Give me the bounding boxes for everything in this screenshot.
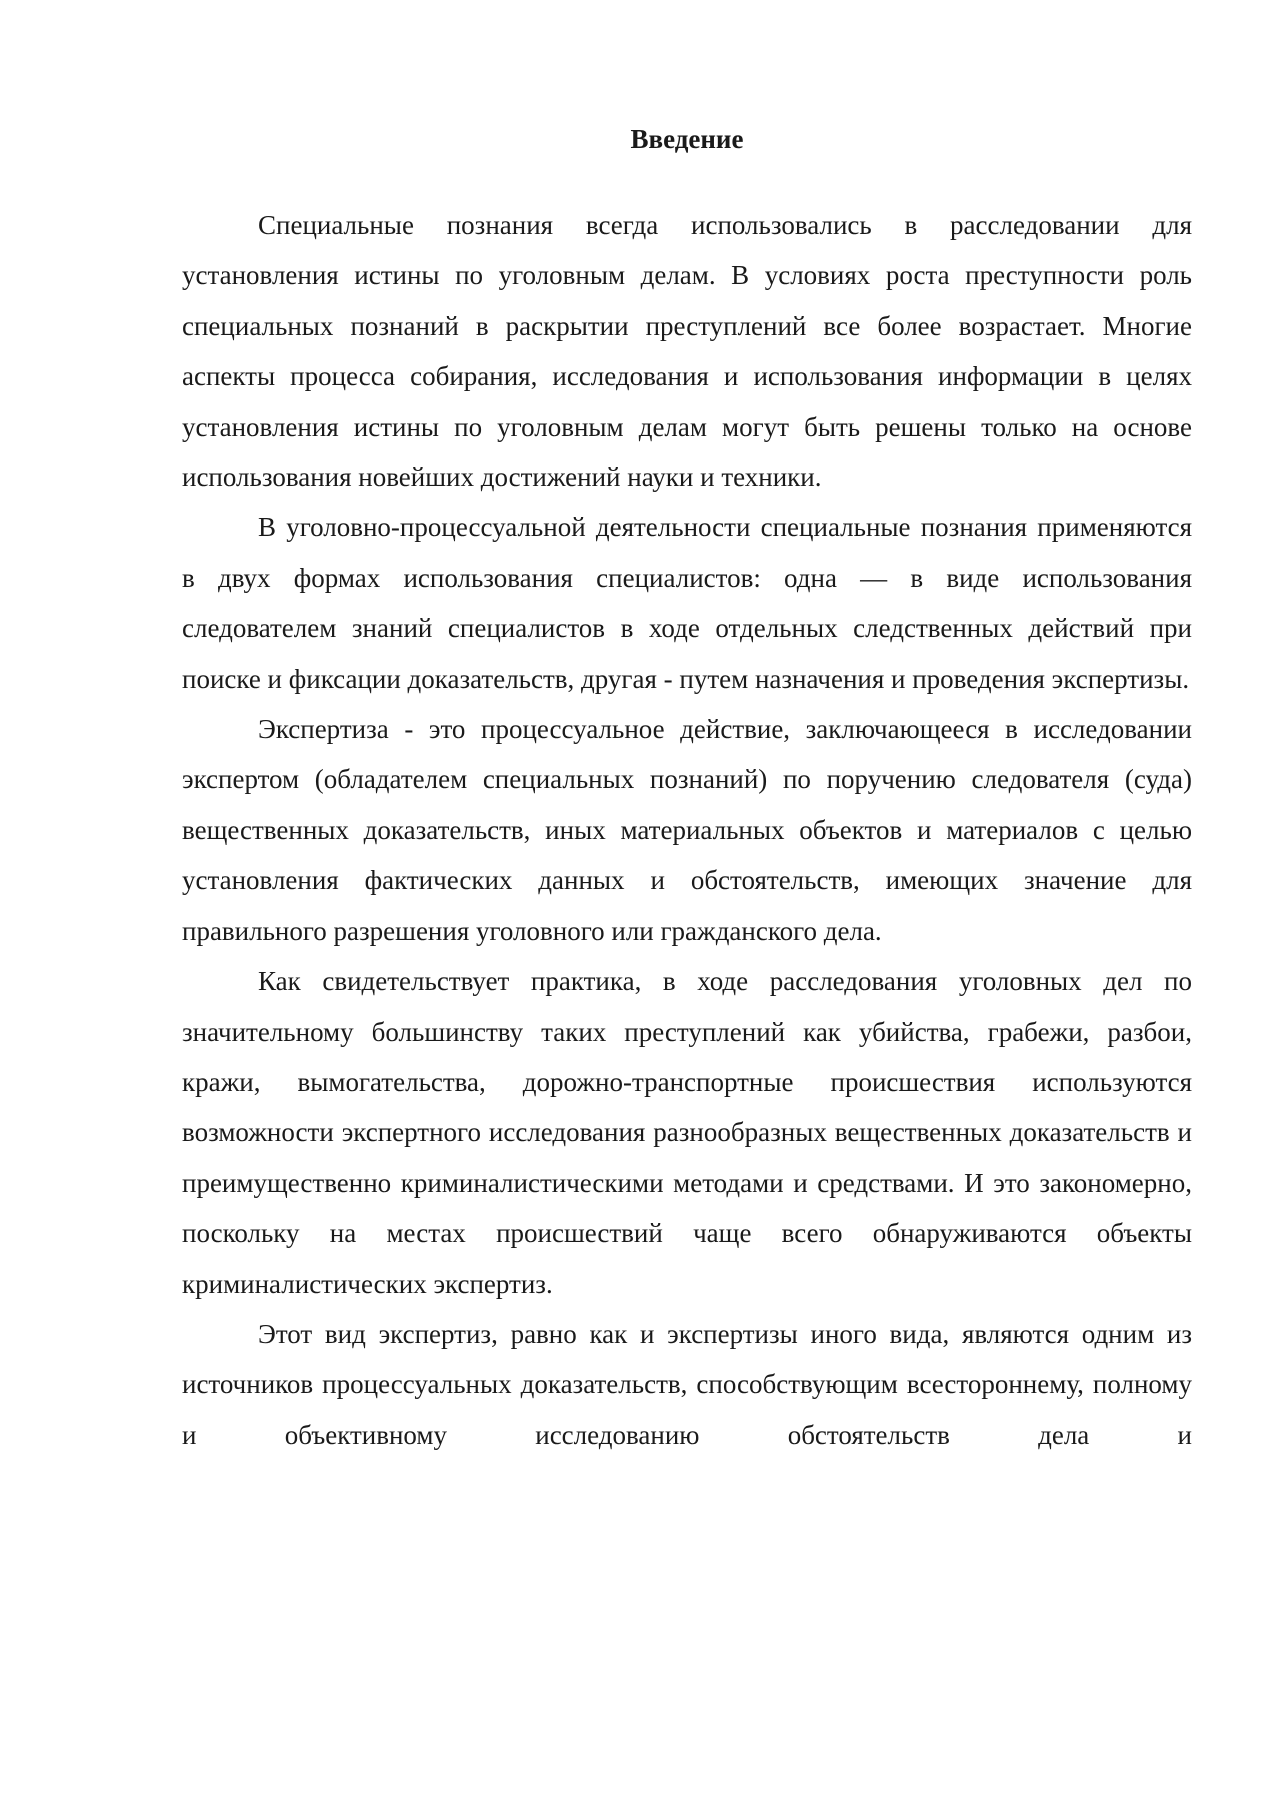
page-title: Введение — [630, 124, 744, 154]
paragraph: Экспертиза - это процессуальное действие, заключающееся в исследовании экспертом (обладателем специальных познаний) по поручению следователя (суда) вещественных доказательств, иных материальных объектов и материалов с целью установления фактических данных и обстоятельств, имеющих значение для правильного разрешения уголовного или гражданского дела. — [182, 714, 1192, 946]
document-body — [182, 200, 1192, 1460]
paragraph: В уголовно-процессуальной деятельности специальные познания применяются в двух формах использования специалистов: одна — в виде использования следователем знаний специалистов в ходе отдельных следственных действий при поиске и фиксации доказательств, другая - путем назначения и проведения экспертизы. — [182, 512, 1192, 694]
paragraph: Этот вид экспертиз, равно как и экспертизы иного вида, являются одним из источников процессуальных доказательств, способствующим всестороннему, полному и объективному исследованию обстоятельств дела и — [182, 1318, 1192, 1450]
paragraph: Специальные познания всегда использовались в расследовании для установления истины по уголовным делам. В условиях роста преступности роль специальных познаний в раскрытии преступлений все более возрастает. Многие аспекты процесса собирания, исследования и использования информации в целях установления истины по уголовным делам могут быть решены только на основе использования новейших достижений науки и техники. — [182, 210, 1192, 493]
paragraph: Как свидетельствует практика, в ходе расследования уголовных дел по значительному большинству таких преступлений как убийства, грабежи, разбои, кражи, вымогательства, дорожно-транспортные происшествия используются возможности экспертного исследования разнообразных вещественных доказательств и преимущественно криминалистическими методами и средствами. И это закономерно, поскольку на местах происшествий чаще всего обнаруживаются объекты криминалистических экспертиз. — [182, 966, 1192, 1299]
